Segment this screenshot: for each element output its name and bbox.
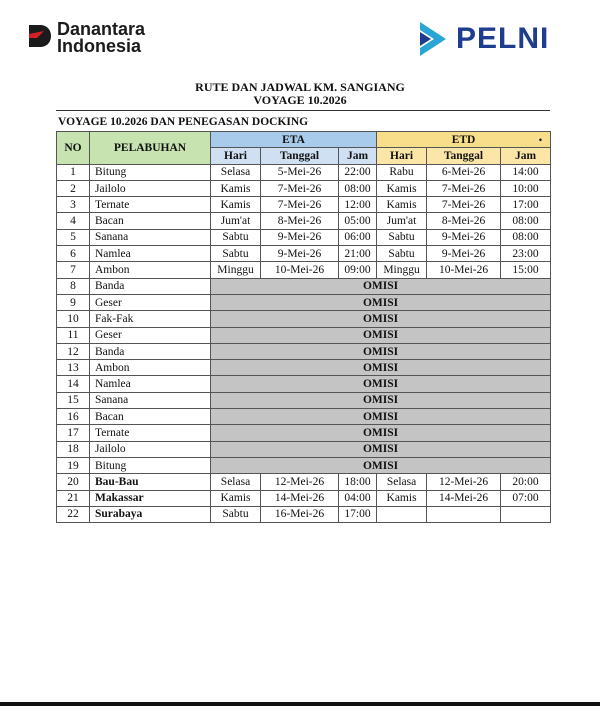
- port-name: Bacan: [90, 213, 211, 229]
- etd-time: 07:00: [501, 490, 551, 506]
- eta-day: Sabtu: [211, 246, 261, 262]
- etd-date: 10-Mei-26: [427, 262, 501, 278]
- port-name: Bitung: [90, 457, 211, 473]
- section-title: VOYAGE 10.2026 DAN PENEGASAN DOCKING: [58, 116, 309, 128]
- table-row: [57, 457, 551, 473]
- eta-time: 09:00: [339, 262, 377, 278]
- omisi-cell: OMISI: [211, 278, 551, 294]
- omisi-cell: OMISI: [211, 392, 551, 408]
- etd-day: Sabtu: [377, 229, 427, 245]
- etd-day: Kamis: [377, 490, 427, 506]
- eta-day: Kamis: [211, 490, 261, 506]
- etd-date: 6-Mei-26: [427, 164, 501, 180]
- row-number: 2: [57, 180, 90, 196]
- table-row: [57, 506, 551, 522]
- table-row: [57, 392, 551, 408]
- table-row: [57, 409, 551, 425]
- eta-date: 14-Mei-26: [261, 490, 339, 506]
- col-etd: [377, 132, 551, 148]
- eta-time: 18:00: [339, 474, 377, 490]
- etd-time: 17:00: [501, 197, 551, 213]
- table-row: [57, 262, 551, 278]
- table-row: [57, 441, 551, 457]
- etd-day: [377, 506, 427, 522]
- eta-date: 9-Mei-26: [261, 246, 339, 262]
- eta-date: 8-Mei-26: [261, 213, 339, 229]
- port-name: Ambon: [90, 360, 211, 376]
- col-no: NO: [57, 132, 90, 165]
- port-name: Bitung: [90, 164, 211, 180]
- table-row: [57, 164, 551, 180]
- omisi-cell: OMISI: [211, 360, 551, 376]
- eta-time: 04:00: [339, 490, 377, 506]
- etd-time: 23:00: [501, 246, 551, 262]
- schedule-body: [57, 164, 551, 523]
- danantara-logo: [26, 21, 145, 55]
- port-name: Makassar: [90, 490, 211, 506]
- eta-day: Selasa: [211, 164, 261, 180]
- row-number: 15: [57, 392, 90, 408]
- table-row: [57, 490, 551, 506]
- col-eta-jam: Jam: [339, 148, 377, 164]
- row-number: 19: [57, 457, 90, 473]
- etd-date: 9-Mei-26: [427, 246, 501, 262]
- table-row: [57, 327, 551, 343]
- eta-day: Jum'at: [211, 213, 261, 229]
- port-name: Jailolo: [90, 441, 211, 457]
- danantara-line1: Danantara: [57, 19, 146, 39]
- port-name: Ternate: [90, 425, 211, 441]
- table-row: [57, 180, 551, 196]
- row-number: 11: [57, 327, 90, 343]
- etd-time: 10:00: [501, 180, 551, 196]
- etd-date: 8-Mei-26: [427, 213, 501, 229]
- table-row: [57, 376, 551, 392]
- etd-day: Jum'at: [377, 213, 427, 229]
- row-number: 18: [57, 441, 90, 457]
- port-name: Sanana: [90, 392, 211, 408]
- row-number: 13: [57, 360, 90, 376]
- eta-time: 22:00: [339, 164, 377, 180]
- eta-date: 16-Mei-26: [261, 506, 339, 522]
- etd-day: Selasa: [377, 474, 427, 490]
- eta-day: Kamis: [211, 180, 261, 196]
- bottom-border: [0, 702, 600, 706]
- eta-date: 5-Mei-26: [261, 164, 339, 180]
- etd-time: 20:00: [501, 474, 551, 490]
- row-number: 7: [57, 262, 90, 278]
- col-eta-hari: Hari: [211, 148, 261, 164]
- danantara-logo-icon: [26, 23, 52, 49]
- table-row: [57, 311, 551, 327]
- port-name: Banda: [90, 278, 211, 294]
- omisi-cell: OMISI: [211, 294, 551, 310]
- omisi-cell: OMISI: [211, 327, 551, 343]
- port-name: Ternate: [90, 197, 211, 213]
- title-line2: VOYAGE 10.2026: [253, 93, 347, 107]
- col-eta: ETA: [211, 132, 377, 148]
- row-number: 8: [57, 278, 90, 294]
- row-number: 4: [57, 213, 90, 229]
- eta-date: 7-Mei-26: [261, 197, 339, 213]
- eta-time: 12:00: [339, 197, 377, 213]
- etd-date: 14-Mei-26: [427, 490, 501, 506]
- row-number: 12: [57, 343, 90, 359]
- etd-time: 08:00: [501, 213, 551, 229]
- table-row: [57, 197, 551, 213]
- omisi-cell: OMISI: [211, 441, 551, 457]
- eta-time: 21:00: [339, 246, 377, 262]
- port-name: Sanana: [90, 229, 211, 245]
- col-pelabuhan: PELABUHAN: [90, 132, 211, 165]
- col-etd-tanggal: Tanggal: [427, 148, 501, 164]
- row-number: 22: [57, 506, 90, 522]
- omisi-cell: OMISI: [211, 457, 551, 473]
- table-row: [57, 294, 551, 310]
- omisi-cell: OMISI: [211, 425, 551, 441]
- table-row: [57, 425, 551, 441]
- row-number: 5: [57, 229, 90, 245]
- table-row: [57, 278, 551, 294]
- row-number: 17: [57, 425, 90, 441]
- eta-day: Minggu: [211, 262, 261, 278]
- etd-date: 7-Mei-26: [427, 180, 501, 196]
- eta-date: 7-Mei-26: [261, 180, 339, 196]
- eta-time: 06:00: [339, 229, 377, 245]
- eta-day: Kamis: [211, 197, 261, 213]
- eta-day: Sabtu: [211, 229, 261, 245]
- row-number: 20: [57, 474, 90, 490]
- port-name: Namlea: [90, 376, 211, 392]
- eta-day: Selasa: [211, 474, 261, 490]
- etd-date: 9-Mei-26: [427, 229, 501, 245]
- etd-day: Rabu: [377, 164, 427, 180]
- omisi-cell: OMISI: [211, 311, 551, 327]
- omisi-cell: OMISI: [211, 376, 551, 392]
- etd-day: Minggu: [377, 262, 427, 278]
- col-etd-jam: Jam: [501, 148, 551, 164]
- row-number: 14: [57, 376, 90, 392]
- table-row: [57, 360, 551, 376]
- etd-date: [427, 506, 501, 522]
- pelni-logo: [418, 20, 549, 58]
- col-eta-tanggal: Tanggal: [261, 148, 339, 164]
- danantara-line2: Indonesia: [57, 36, 142, 56]
- port-name: Namlea: [90, 246, 211, 262]
- eta-date: 9-Mei-26: [261, 229, 339, 245]
- pelni-wordmark: PELNI: [456, 22, 550, 55]
- title-divider: [56, 110, 550, 111]
- row-number: 1: [57, 164, 90, 180]
- omisi-cell: OMISI: [211, 343, 551, 359]
- table-row: [57, 474, 551, 490]
- port-name: Banda: [90, 343, 211, 359]
- table-row: [57, 246, 551, 262]
- etd-time: 15:00: [501, 262, 551, 278]
- table-row: [57, 213, 551, 229]
- schedule-table: [56, 131, 551, 523]
- pelni-logo-icon: [418, 20, 448, 58]
- document-title: [0, 81, 600, 107]
- etd-marker: •: [538, 135, 543, 145]
- title-line1: RUTE DAN JADWAL KM. SANGIANG: [195, 80, 405, 94]
- port-name: Fak-Fak: [90, 311, 211, 327]
- etd-time: [501, 506, 551, 522]
- row-number: 3: [57, 197, 90, 213]
- row-number: 9: [57, 294, 90, 310]
- port-name: Ambon: [90, 262, 211, 278]
- eta-day: Sabtu: [211, 506, 261, 522]
- etd-time: 08:00: [501, 229, 551, 245]
- table-row: [57, 343, 551, 359]
- etd-date: 12-Mei-26: [427, 474, 501, 490]
- row-number: 16: [57, 409, 90, 425]
- row-number: 10: [57, 311, 90, 327]
- etd-date: 7-Mei-26: [427, 197, 501, 213]
- etd-time: 14:00: [501, 164, 551, 180]
- port-name: Bau-Bau: [90, 474, 211, 490]
- eta-time: 08:00: [339, 180, 377, 196]
- col-etd-hari: Hari: [377, 148, 427, 164]
- port-name: Jailolo: [90, 180, 211, 196]
- row-number: 21: [57, 490, 90, 506]
- etd-day: Kamis: [377, 180, 427, 196]
- omisi-cell: OMISI: [211, 409, 551, 425]
- eta-date: 12-Mei-26: [261, 474, 339, 490]
- port-name: Geser: [90, 294, 211, 310]
- etd-day: Sabtu: [377, 246, 427, 262]
- eta-time: 05:00: [339, 213, 377, 229]
- port-name: Surabaya: [90, 506, 211, 522]
- etd-day: Kamis: [377, 197, 427, 213]
- eta-time: 17:00: [339, 506, 377, 522]
- row-number: 6: [57, 246, 90, 262]
- port-name: Bacan: [90, 409, 211, 425]
- eta-date: 10-Mei-26: [261, 262, 339, 278]
- col-etd-label: ETD: [451, 133, 476, 146]
- table-row: [57, 229, 551, 245]
- port-name: Geser: [90, 327, 211, 343]
